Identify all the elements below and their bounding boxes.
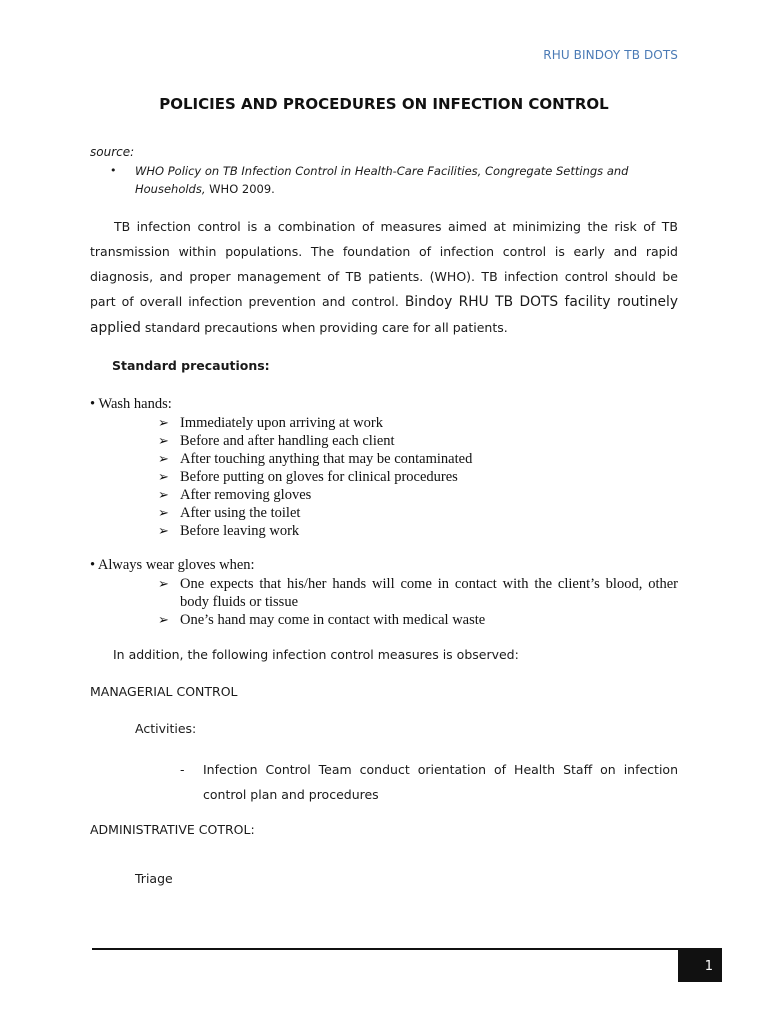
- administrative-control-heading: ADMINISTRATIVE COTROL:: [90, 822, 255, 837]
- list-item: ➢ Before leaving work: [158, 523, 300, 539]
- arrow-bullet-icon: ➢: [158, 415, 169, 430]
- arrow-bullet-icon: ➢: [158, 505, 169, 520]
- arrow-bullet-icon: ➢: [158, 612, 169, 627]
- source-label: source:: [90, 145, 135, 159]
- page-number: 1: [678, 950, 722, 982]
- managerial-control-heading: MANAGERIAL CONTROL: [90, 684, 238, 699]
- arrow-bullet-icon: ➢: [158, 451, 169, 466]
- source-citation: [110, 162, 670, 198]
- source-citation-text: [110, 162, 670, 198]
- standard-precautions-heading: Standard precautions:: [112, 358, 270, 373]
- wash-hands-list: [158, 414, 678, 540]
- list-item: ➢ One’s hand may come in contact with medical waste: [158, 612, 486, 628]
- gloves-list: [158, 575, 678, 629]
- list-item: ➢ After touching anything that may be contaminated: [158, 451, 473, 467]
- intro-part-2: Bindoy RHU TB DOTS facility routinely applied: [90, 294, 678, 336]
- intro-part-3: standard precautions when providing care for all patients.: [140, 320, 508, 335]
- gloves-label: • Always wear gloves when:: [90, 557, 255, 573]
- list-item: ➢ After removing gloves: [158, 487, 312, 503]
- managerial-activity-item: [180, 757, 678, 807]
- bullet-icon: •: [110, 164, 117, 177]
- source-citation-title: WHO Policy on TB Infection Control in Health-Care Facilities, Congregate Settings and Households,: [135, 164, 629, 196]
- wash-hands-label: • Wash hands:: [90, 396, 172, 412]
- list-item: ➢ One expects that his/her hands will come in contact with the client’s blood, other body fluids or tissue: [158, 576, 678, 610]
- running-header: RHU BINDOY TB DOTS: [543, 48, 678, 62]
- arrow-bullet-icon: ➢: [158, 576, 169, 591]
- list-item: ➢ Before putting on gloves for clinical procedures: [158, 469, 458, 485]
- arrow-bullet-icon: ➢: [158, 469, 169, 484]
- list-item: ➢ After using the toilet: [158, 505, 301, 521]
- page-title: POLICIES AND PROCEDURES ON INFECTION CONTROL: [159, 95, 609, 113]
- dash-bullet: -: [180, 762, 185, 777]
- managerial-activity-text: Infection Control Team conduct orientation of Health Staff on infection control plan and procedures: [203, 762, 678, 802]
- arrow-bullet-icon: ➢: [158, 433, 169, 448]
- additional-measures-text: In addition, the following infection control measures is observed:: [113, 647, 519, 662]
- list-item: ➢ Immediately upon arriving at work: [158, 415, 383, 431]
- triage-label: Triage: [135, 871, 173, 886]
- intro-paragraph: [90, 214, 678, 341]
- footer-divider: [92, 948, 722, 950]
- source-citation-tail: WHO 2009.: [205, 182, 275, 196]
- activities-label: Activities:: [135, 721, 197, 736]
- list-item: ➢ Before and after handling each client: [158, 433, 395, 449]
- intro-part-1: TB infection control is a combination of measures aimed at minimizing the risk of TB transmission within populations. The foundation of infection control is early and rapid diagnosis, and proper management of TB patients. (WHO). TB infection control should be part of overall infection prevention and control.: [90, 219, 678, 309]
- arrow-bullet-icon: ➢: [158, 487, 169, 502]
- arrow-bullet-icon: ➢: [158, 523, 169, 538]
